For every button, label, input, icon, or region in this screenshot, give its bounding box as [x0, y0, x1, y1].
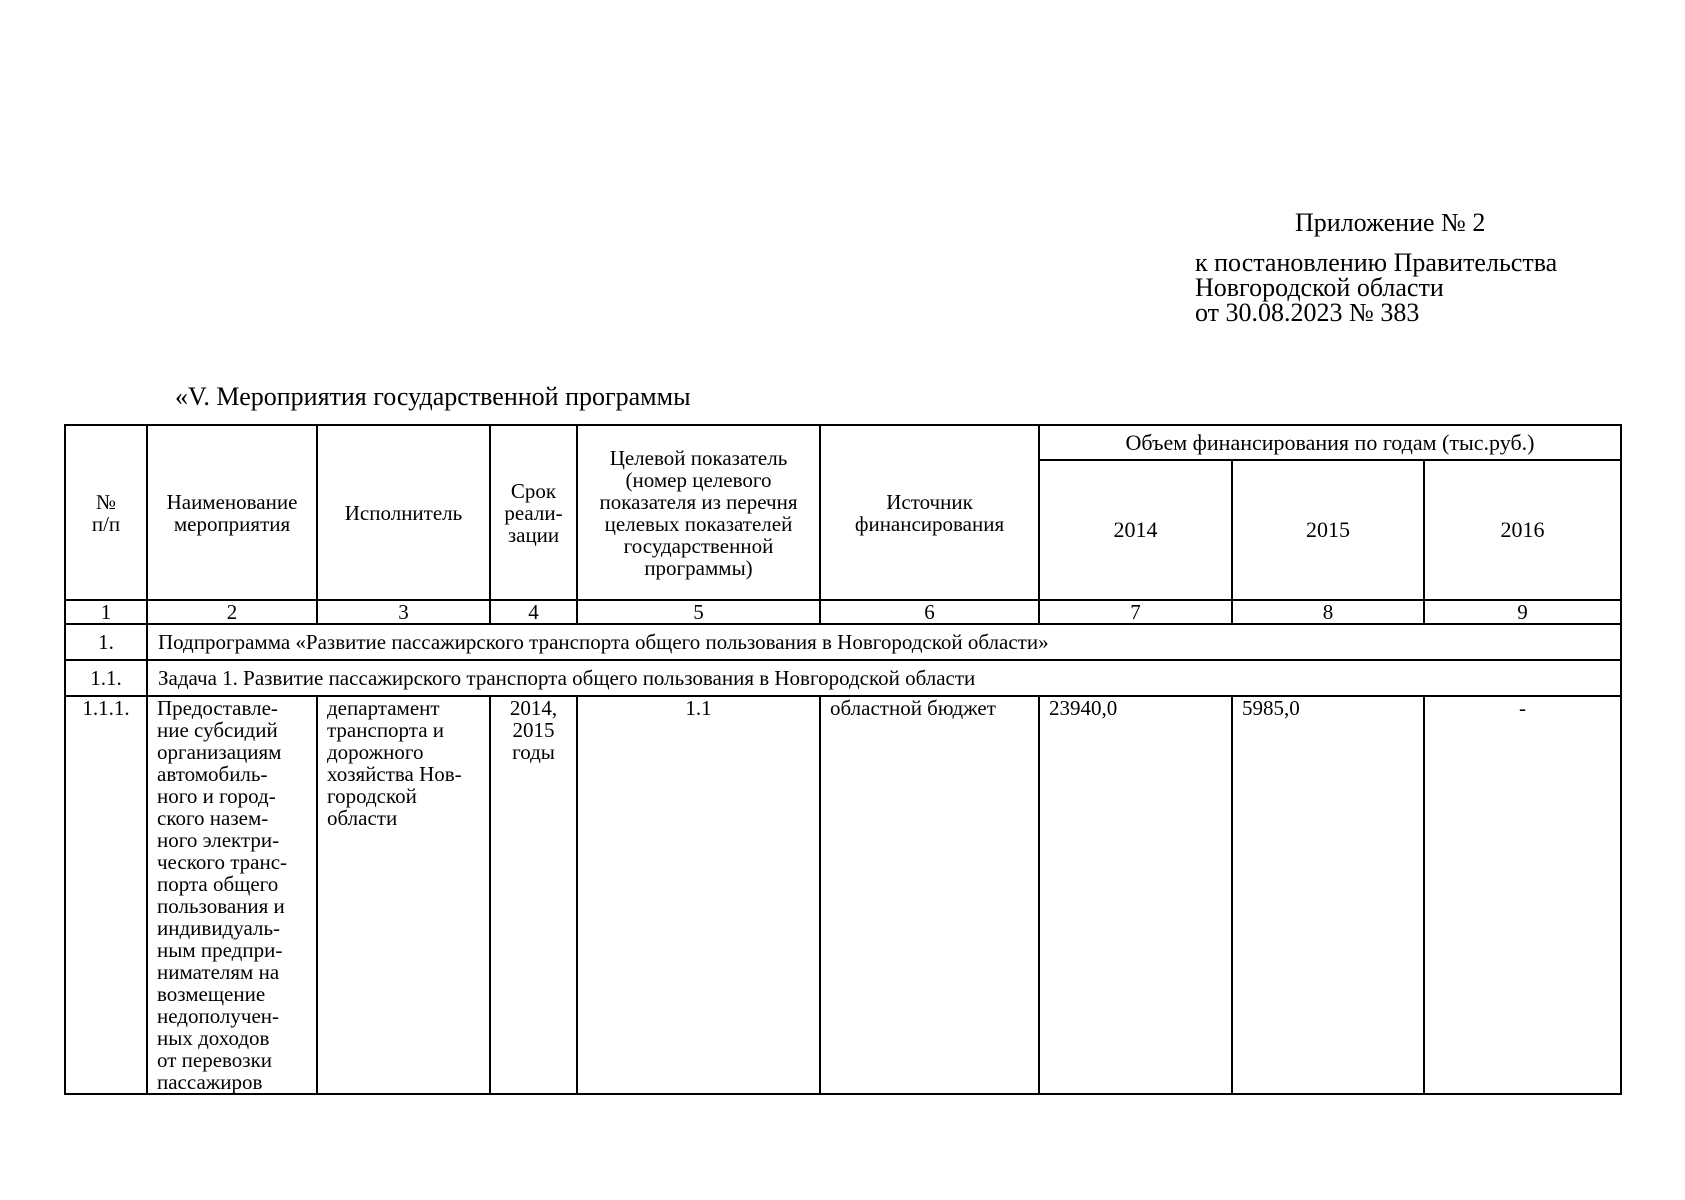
column-number: 7: [1039, 600, 1232, 624]
task-row: [65, 660, 1621, 696]
column-number: 8: [1232, 600, 1424, 624]
appendix-line: от 30.08.2023 № 383: [1195, 298, 1420, 327]
measure-executor-text: департамент транспорта и дорожного хозяйства Нов- городской области: [327, 696, 462, 830]
measure-term-text: 2014, 2015 годы: [509, 696, 558, 764]
measure-executor: [317, 696, 490, 1094]
appendix-block: [1195, 208, 1655, 325]
appendix-title: Приложение № 2: [1295, 208, 1486, 237]
header-indicator: Целевой показатель (номер целевого показателя из перечня целевых показателей государственной программы): [577, 425, 820, 600]
column-number: 9: [1424, 600, 1621, 624]
task-title: Задача 1. Развитие пассажирского транспорта общего пользования в Новгородской области: [147, 660, 1621, 696]
header-row: [65, 425, 1621, 460]
column-numbers-row: [65, 600, 1621, 624]
header-executor: Исполнитель: [317, 425, 490, 600]
task-number: 1.1.: [65, 660, 147, 696]
measure-name-text: Предоставле- ние субсидий организациям автомобиль- ного и город- ского назем- ного электри- ческого транс- порта общего пользования и индивидуаль- ным предпри- нимателям на возмещение недополучен- ных доходов от перевозки пассажиров: [157, 696, 288, 1094]
subprogram-number: 1.: [65, 624, 147, 660]
subprogram-row: [65, 624, 1621, 660]
measures-table: [64, 424, 1622, 1095]
column-number: 4: [490, 600, 577, 624]
measure-name: [147, 696, 317, 1094]
financing-2015: 5985,0: [1232, 696, 1424, 1094]
header-year-2016: 2016: [1424, 460, 1621, 600]
column-number: 5: [577, 600, 820, 624]
header-source: Источник финансирования: [820, 425, 1039, 600]
table-row: [65, 696, 1621, 1094]
header-no: [65, 425, 147, 600]
column-number: 3: [317, 600, 490, 624]
appendix-line: Новгородской области: [1195, 273, 1444, 302]
header-financing: Объем финансирования по годам (тыс.руб.): [1039, 425, 1621, 460]
header-name: Наименование мероприятия: [147, 425, 317, 600]
row-number: 1.1.1.: [65, 696, 147, 1094]
appendix-line: к постановлению Правительства: [1195, 248, 1558, 277]
column-number: 2: [147, 600, 317, 624]
header-term: Срок реали-зации: [490, 425, 577, 600]
financing-2016: -: [1424, 696, 1621, 1094]
column-number: 6: [820, 600, 1039, 624]
measure-indicator: 1.1: [577, 696, 820, 1094]
header-year-2014: 2014: [1039, 460, 1232, 600]
column-number: 1: [65, 600, 147, 624]
header-no-text: № п/п: [91, 489, 121, 536]
financing-2014: 23940,0: [1039, 696, 1232, 1094]
subprogram-title: Подпрограмма «Развитие пассажирского транспорта общего пользования в Новгородской области»: [147, 624, 1621, 660]
section-heading: «V. Мероприятия государственной программы: [175, 382, 691, 411]
measure-term: [490, 696, 577, 1094]
header-year-2015: 2015: [1232, 460, 1424, 600]
measure-source: областной бюджет: [820, 696, 1039, 1094]
